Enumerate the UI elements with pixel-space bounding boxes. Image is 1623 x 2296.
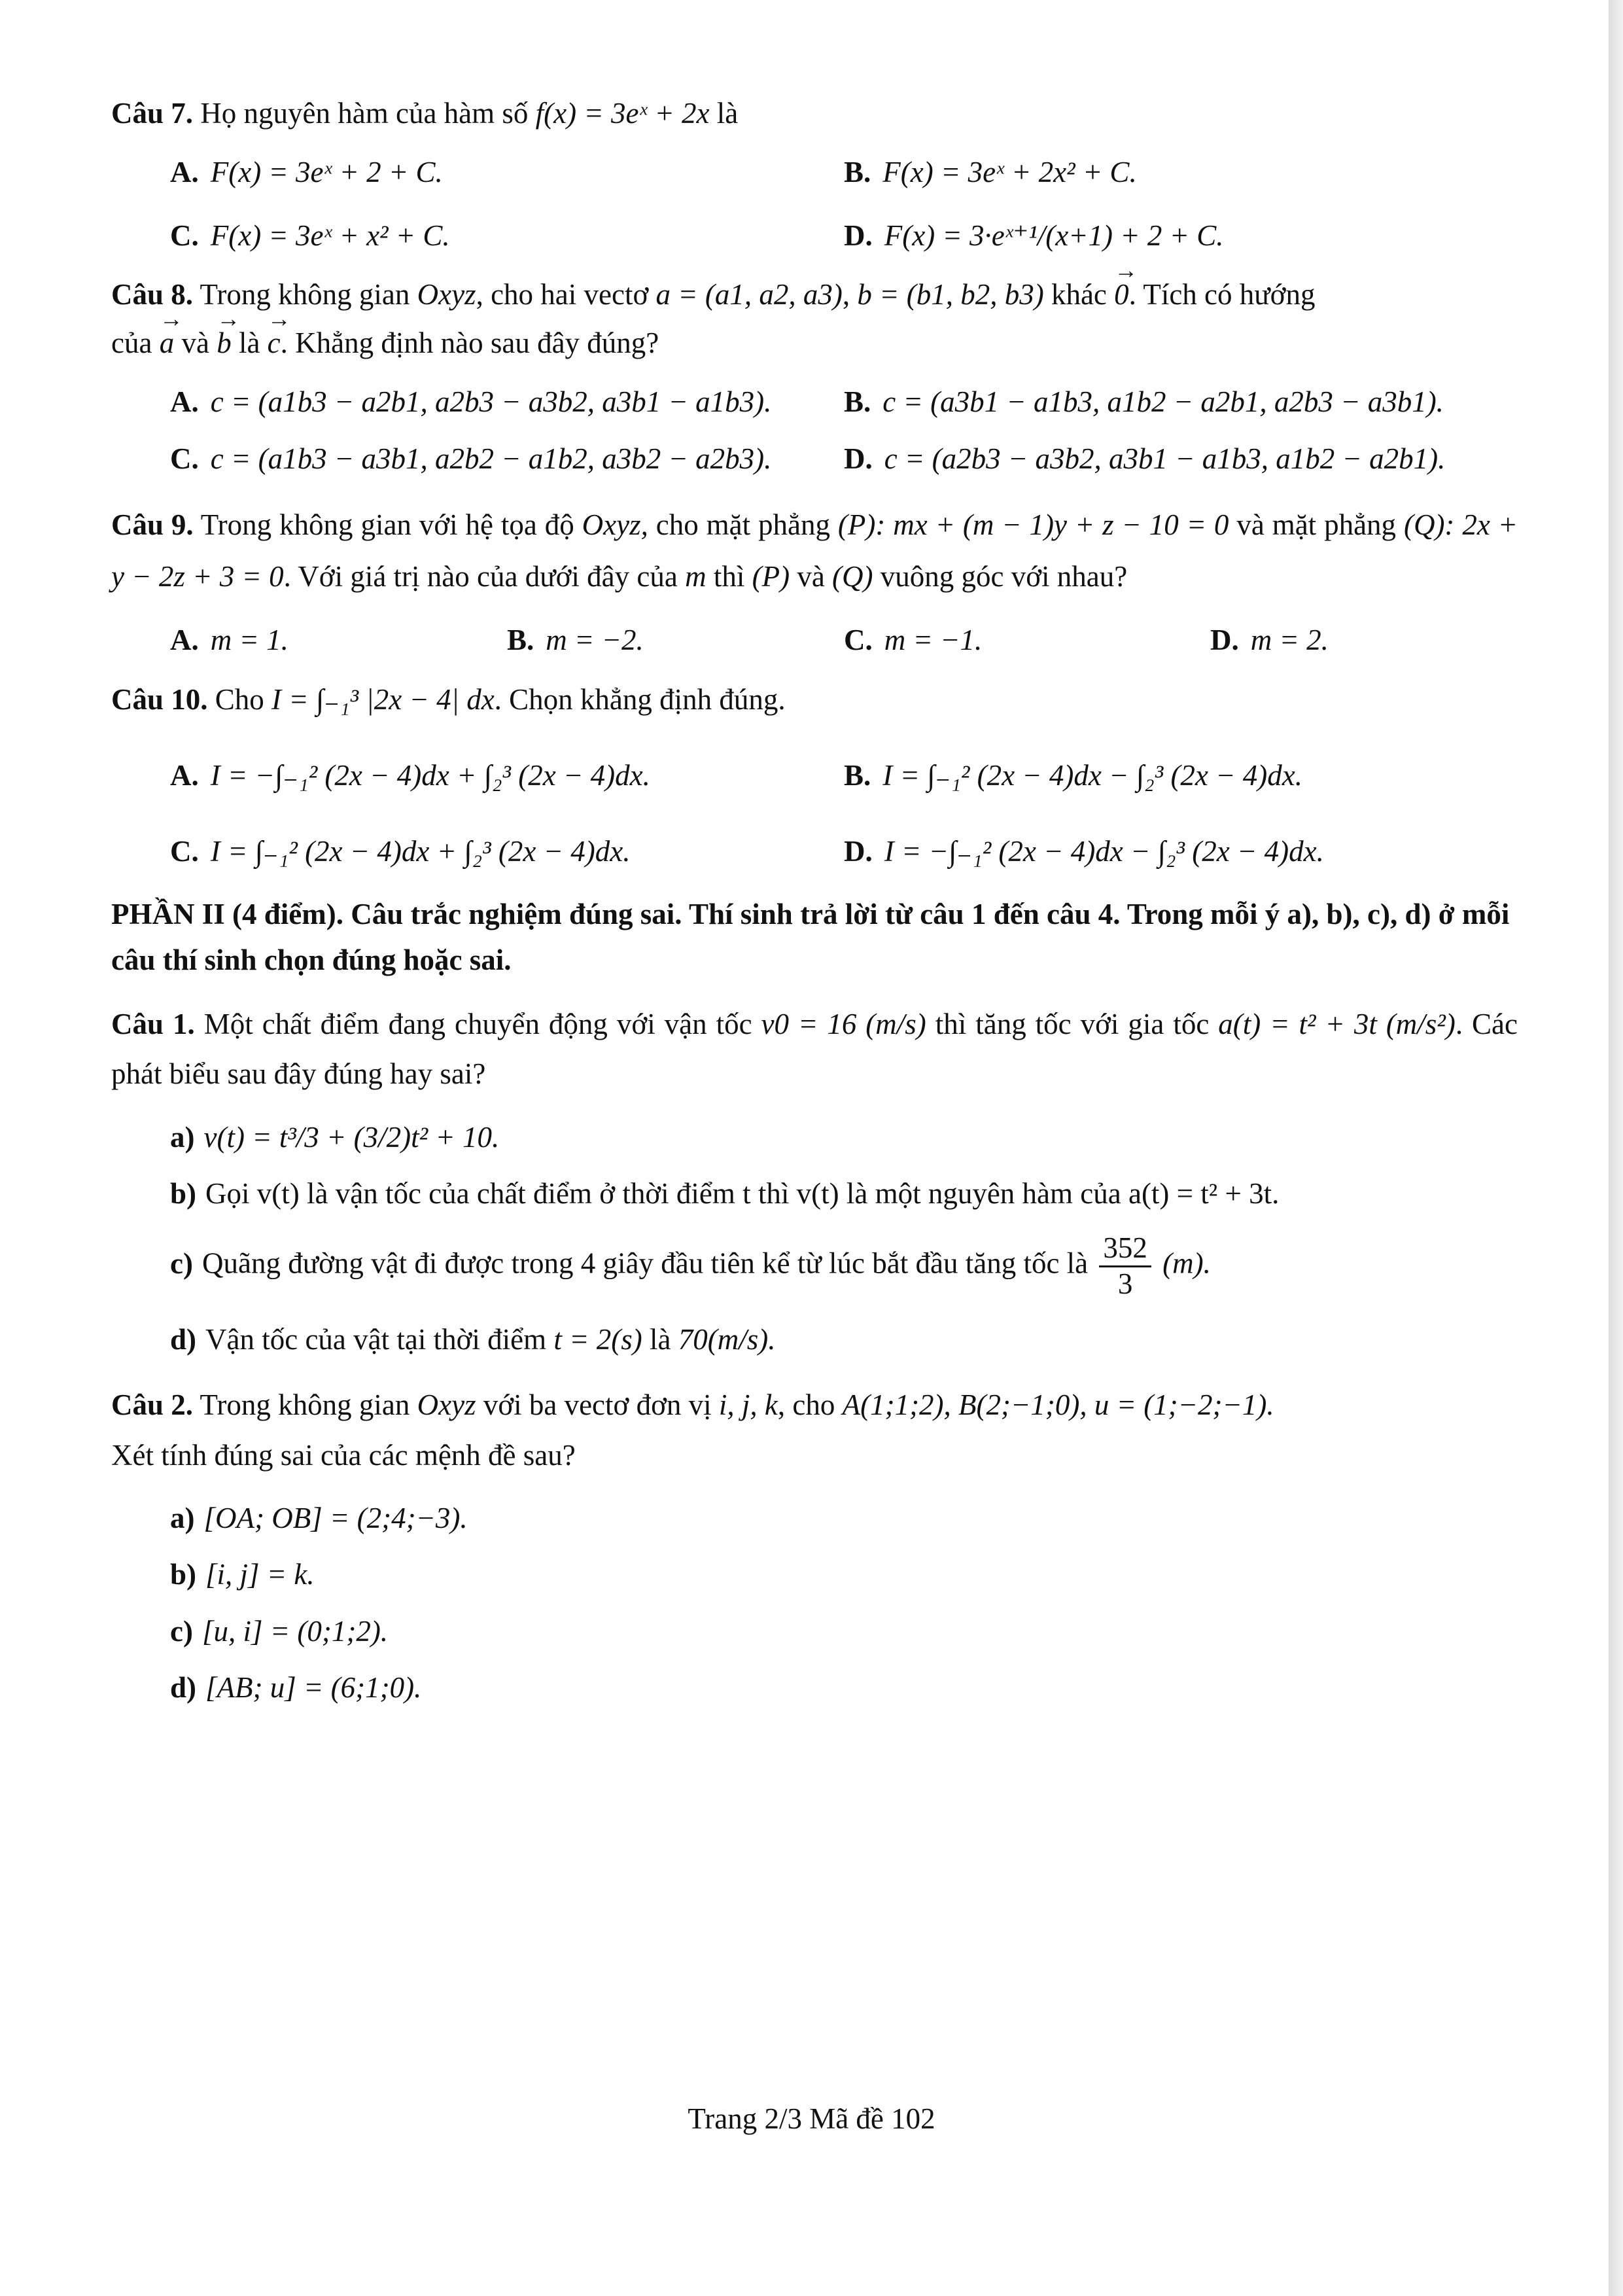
plane-p: (P): mx + (m − 1)y + z − 10 = 0: [837, 508, 1229, 541]
option-d[interactable]: D. m = 2.: [1210, 624, 1329, 657]
question-text: của: [111, 327, 152, 359]
statement-d[interactable]: d) [AB; u] = (6;1;0).: [170, 1670, 422, 1704]
part2-question-2: [111, 1380, 1518, 1706]
question-text: . Với giá trị nào của dưới đây của: [283, 559, 678, 593]
question-tail: là: [716, 97, 739, 130]
question-label: Câu 9.: [111, 508, 194, 541]
vector-b-symbol: b →: [217, 325, 232, 361]
question-text: Trong không gian với hệ tọa độ: [200, 508, 574, 541]
plane-q-ref: (Q): [832, 559, 873, 593]
option-b[interactable]: B. c = (a3b1 − a1b3, a1b2 − a2b1, a2b3 − a3b1).: [844, 385, 1444, 419]
option-c[interactable]: C. F(x) = 3eˣ + x² + C.: [170, 219, 450, 252]
question-text: . Khẳng định nào sau đây đúng?: [280, 327, 659, 359]
acceleration: a(t) = t² + 3t (m/s²): [1218, 1007, 1456, 1040]
option-a[interactable]: A. c = (a1b3 − a2b1, a2b3 − a3b2, a3b1 − a1b3).: [170, 385, 772, 419]
question-text: là: [238, 327, 260, 359]
initial-velocity: v0 = 16 (m/s): [761, 1007, 926, 1040]
question-text: Xét tính đúng sai của các mệnh đề sau?: [111, 1438, 576, 1472]
question-text: Họ nguyên hàm của hàm số: [200, 97, 529, 130]
option-b[interactable]: B. m = −2.: [507, 624, 644, 657]
question-text: Trong không gian: [200, 277, 410, 311]
question-line-2: [111, 325, 1518, 361]
unit-vectors: i, j, k: [718, 1388, 778, 1421]
question-text: và mặt phẳng: [1236, 508, 1397, 541]
option-c[interactable]: C. c = (a1b3 − a3b1, a2b2 − a1b2, a3b2 − a2b3).: [170, 442, 772, 475]
question-label: Câu 2.: [111, 1388, 194, 1421]
vector-c-symbol: c →: [268, 325, 281, 361]
question-text: khác: [1051, 277, 1107, 311]
section-2-heading: PHẦN II (4 điểm). Câu trắc nghiệm đúng sai. Thí sinh trả lời từ câu 1 đến câu 4. Trong mỗi ý a), b), c), d) ở mỗi câu thí sinh chọn đúng hoặc sai.: [111, 898, 1510, 976]
question-text: thì: [713, 559, 745, 593]
question-text: vuông góc với nhau?: [880, 559, 1128, 593]
question-text: . Chọn khẳng định đúng.: [494, 682, 786, 716]
question-label: Câu 8.: [111, 277, 194, 311]
option-d[interactable]: D. F(x) = 3·eˣ⁺¹/(x+1) + 2 + C.: [844, 219, 1224, 252]
page-footer: Trang 2/3 Mã đề 102: [688, 2102, 935, 2135]
question-7: [111, 95, 1518, 254]
question-9: [111, 499, 1518, 659]
statement-a[interactable]: a) v(t) = t³/3 + (3/2)t² + 10.: [170, 1120, 500, 1154]
page-edge-shadow: [1609, 0, 1623, 2296]
part2-question-1: [111, 999, 1518, 1358]
distance-fraction: $\frac{352}{3}$: [1099, 1231, 1151, 1301]
option-d[interactable]: D. c = (a2b3 − a3b2, a3b1 − a1b3, a1b2 − a2b1).: [844, 442, 1446, 475]
question-text: và: [181, 327, 209, 359]
zero-vector: 0 →: [1114, 276, 1129, 313]
vector-a: a = (a1, a2, a3): [655, 277, 843, 311]
points-expr: A(1;1;2), B(2;−1;0), u = (1;−2;−1).: [842, 1388, 1274, 1421]
question-8: Câu 8. Trong không gian Oxyz, cho hai vectơ a = (a1, a2, a3), b = (b1, b2, b3) khác 0 →. Tích có hướng của a → và b → là c →. Khẳng định nào sau đây đúng? A. c = (a1b3 − a2b1, a2b3 − a3b2, a3b1 − a1b3). B. c = (a3b1 − a1b3, a1b2 − a2b1, a2b3 − a3b1). C. c = (a1b3 − a3b1, a2b2 − a1b2, a3b2 − a2b3). D. c = (a2b3 − a3b2, a3b1 − a1b3, a1b2 − a2b1).: [111, 276, 1518, 477]
options: [111, 757, 1518, 870]
options: [111, 622, 1518, 658]
question-text: Một chất điểm đang chuyển động với vận tốc: [203, 1007, 752, 1040]
question-text: , cho hai vectơ: [476, 277, 649, 311]
question-text: Trong không gian: [200, 1388, 410, 1421]
statement-b[interactable]: b) Gọi v(t) là vận tốc của chất điểm ở thời điểm t thì v(t) là một nguyên hàm của a(t) = t² + 3t.: [170, 1177, 1280, 1210]
question-label: Câu 10.: [111, 682, 208, 716]
question-text: . Tích có hướng: [1128, 277, 1316, 311]
question-text: cho mặt phẳng: [655, 508, 830, 541]
vector-b: b = (b1, b2, b3): [857, 277, 1044, 311]
question-label: Câu 7.: [111, 97, 194, 130]
option-d[interactable]: D. I = −∫₋₁² (2x − 4)dx − ∫₂³ (2x − 4)dx.: [844, 835, 1324, 868]
question-text: . Các phát biểu sau đây đúng hay sai?: [111, 1007, 1518, 1091]
statement-b[interactable]: b) [i, j] = k.: [170, 1558, 315, 1591]
space-name: Oxyz: [417, 277, 476, 311]
option-c[interactable]: C. m = −1.: [844, 624, 983, 657]
question-text: thì tăng tốc với gia tốc: [935, 1007, 1210, 1040]
param-m: m: [685, 559, 707, 593]
statement-c[interactable]: c) [u, i] = (0;1;2).: [170, 1614, 389, 1648]
question-label: Câu 1.: [111, 1007, 195, 1040]
statement-a[interactable]: a) [OA; OB] = (2;4;−3).: [170, 1502, 468, 1534]
option-b[interactable]: B. I = ∫₋₁² (2x − 4)dx − ∫₂³ (2x − 4)dx.: [844, 758, 1302, 792]
option-a[interactable]: A. F(x) = 3eˣ + 2 + C.: [170, 156, 443, 189]
option-a[interactable]: A. I = −∫₋₁² (2x − 4)dx + ∫₂³ (2x − 4)dx.: [170, 758, 650, 792]
statement-c[interactable]: c) Quãng đường vật đi được trong 4 giây đầu tiên kể từ lúc bắt đầu tăng tốc là $\frac{352}{3}$ (m).: [170, 1231, 1211, 1300]
integral-expr: I = ∫₋₁³ |2x − 4| dx: [271, 682, 495, 716]
vector-a-symbol: a →: [160, 325, 175, 361]
option-a[interactable]: A. m = 1.: [170, 624, 288, 657]
options: [111, 383, 1518, 477]
options: [111, 154, 1518, 254]
question-text: và: [797, 559, 825, 593]
question-text: với ba vectơ đơn vị: [483, 1388, 712, 1421]
option-b[interactable]: B. F(x) = 3eˣ + 2x² + C.: [844, 156, 1137, 189]
space-name: Oxyz,: [582, 508, 648, 541]
space-name: Oxyz: [417, 1388, 476, 1421]
question-10: [111, 681, 1518, 870]
question-text: Cho: [215, 682, 264, 716]
exam-page: [111, 95, 1518, 1728]
function-expr: f(x) = 3eˣ + 2x: [535, 97, 710, 130]
plane-q: (Q): 2x + y − 2z + 3 = 0: [111, 508, 1518, 593]
question-text: , cho: [777, 1388, 835, 1421]
statement-d[interactable]: d) Vận tốc của vật tại thời điểm t = 2(s) là 70(m/s).: [170, 1322, 776, 1356]
plane-p-ref: (P): [752, 559, 790, 593]
option-c[interactable]: C. I = ∫₋₁² (2x − 4)dx + ∫₂³ (2x − 4)dx.: [170, 835, 631, 868]
